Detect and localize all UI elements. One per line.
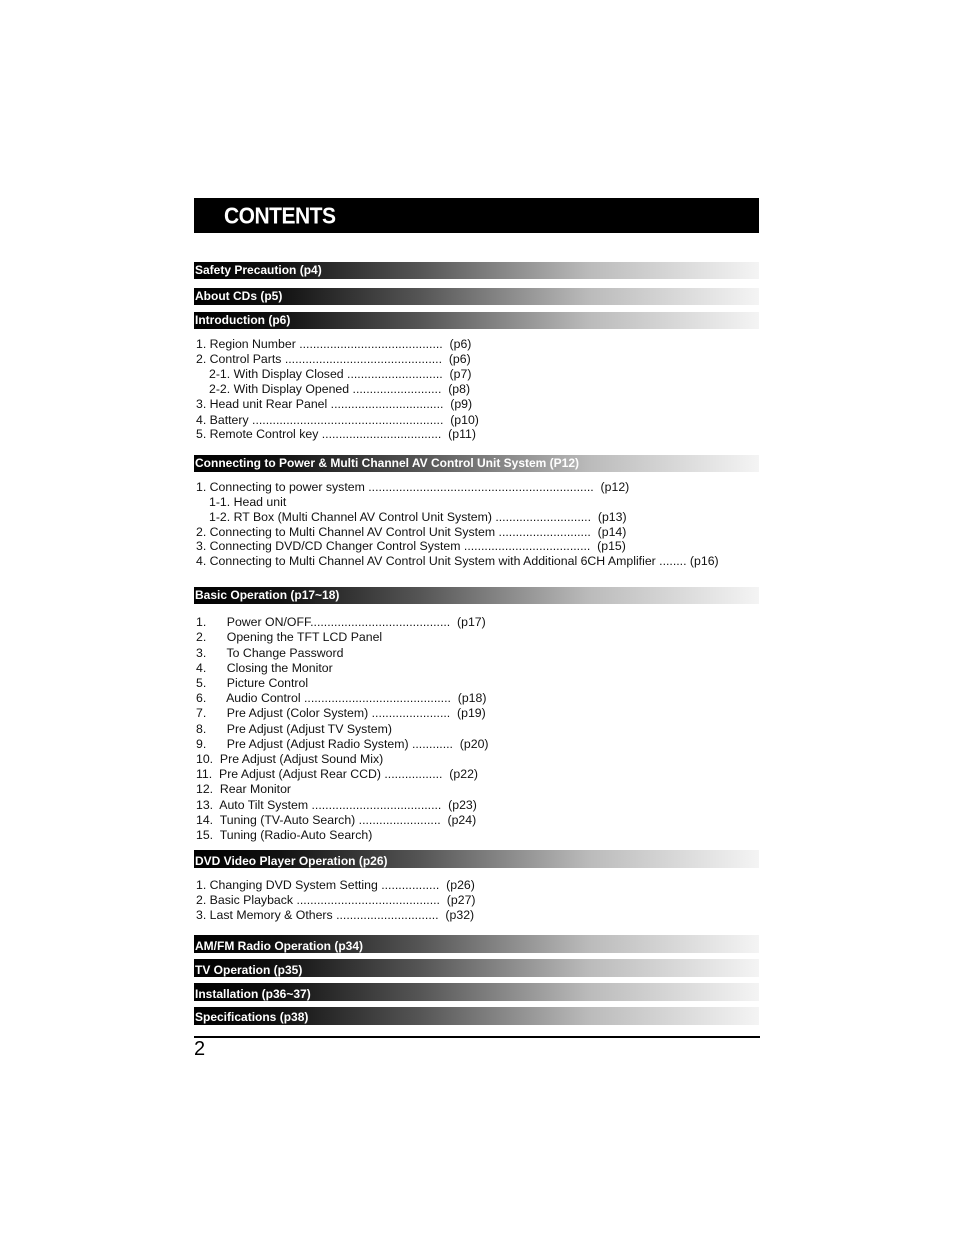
toc-item-radio-search[interactable]: 15. Tuning (Radio-Auto Search) (196, 828, 373, 842)
section-connecting-power[interactable] (194, 455, 759, 472)
toc-item-picture-control[interactable]: 5. Picture Control (196, 676, 309, 690)
section-installation[interactable] (194, 983, 759, 1001)
toc-item-basic-playback[interactable]: 2. Basic Playback .......................................... (p27) (196, 893, 476, 907)
section-label: TV Operation (p35) (195, 963, 303, 977)
section-label: Installation (p36~37) (195, 987, 311, 1001)
section-label: Specifications (p38) (195, 1010, 309, 1024)
toc-item-multi-channel[interactable]: 2. Connecting to Multi Channel AV Control Unit System ........................... (p14) (196, 525, 627, 539)
toc-item-audio-control[interactable]: 6. Audio Control ........................................... (p18) (196, 691, 487, 705)
toc-item-tv-search[interactable]: 14. Tuning (TV-Auto Search) ........................ (p24) (196, 813, 477, 827)
toc-item-remote-control[interactable]: 5. Remote Control key ................................... (p11) (196, 427, 476, 441)
toc-item-power-onoff[interactable]: 1. Power ON/OFF......................................... (p17) (196, 615, 486, 629)
toc-item-power-system[interactable]: 1. Connecting to power system .................................................................. (p12) (196, 480, 630, 494)
toc-item-6ch-amplifier[interactable]: 4. Connecting to Multi Channel AV Control Unit System with Additional 6CH Amplifier ........ (p16) (196, 554, 719, 568)
toc-item-display-closed[interactable]: 2-1. With Display Closed ............................ (p7) (209, 367, 472, 381)
section-basic-operation[interactable] (194, 587, 759, 604)
section-label: About CDs (p5) (195, 289, 283, 303)
toc-item-display-opened[interactable]: 2-2. With Display Opened .......................... (p8) (209, 382, 471, 396)
section-safety-precaution[interactable] (194, 262, 759, 279)
page-number: 2 (194, 1038, 206, 1060)
toc-item-sound-mix[interactable]: 10. Pre Adjust (Adjust Sound Mix) (196, 752, 384, 766)
toc-item-rear-panel[interactable]: 3. Head unit Rear Panel ................................. (p9) (196, 397, 473, 411)
toc-item-closing-monitor[interactable]: 4. Closing the Monitor (196, 661, 333, 675)
toc-item-tft-panel[interactable]: 2. Opening the TFT LCD Panel (196, 630, 383, 644)
toc-item-last-memory[interactable]: 3. Last Memory & Others .............................. (p32) (196, 908, 475, 922)
section-label: Introduction (p6) (195, 313, 291, 327)
section-label: AM/FM Radio Operation (p34) (195, 939, 363, 953)
toc-item-rear-monitor[interactable]: 12. Rear Monitor (196, 782, 292, 796)
toc-item-battery[interactable]: 4. Battery ........................................................ (p10) (196, 413, 479, 427)
section-label: Connecting to Power & Multi Channel AV Control Unit System (P12) (195, 456, 580, 470)
contents-title-bar (194, 198, 759, 233)
toc-item-radio-system[interactable]: 9. Pre Adjust (Adjust Radio System) ............ (p20) (196, 737, 489, 751)
toc-item-rear-ccd[interactable]: 11. Pre Adjust (Adjust Rear CCD) ................. (p22) (196, 767, 479, 781)
toc-item-control-parts[interactable]: 2. Control Parts .............................................. (p6) (196, 352, 471, 366)
toc-item-rt-box[interactable]: 1-2. RT Box (Multi Channel AV Control Unit System) ............................ (p13) (209, 510, 627, 524)
toc-item-tv-system[interactable]: 8. Pre Adjust (Adjust TV System) (196, 722, 392, 736)
toc-item-password[interactable]: 3. To Change Password (196, 646, 344, 660)
toc-item-head-unit[interactable]: 1-1. Head unit (209, 495, 287, 509)
toc-item-region-number[interactable]: 1. Region Number .......................................... (p6) (196, 337, 472, 351)
section-introduction[interactable] (194, 312, 759, 329)
section-tv-operation[interactable] (194, 959, 759, 977)
section-label: DVD Video Player Operation (p26) (195, 854, 388, 868)
toc-item-color-system[interactable]: 7. Pre Adjust (Color System) ....................... (p19) (196, 706, 486, 720)
toc-item-auto-tilt[interactable]: 13. Auto Tilt System ...................................... (p23) (196, 798, 477, 812)
section-dvd-operation[interactable] (194, 850, 759, 868)
toc-item-dvd-setting[interactable]: 1. Changing DVD System Setting ................. (p26) (196, 878, 475, 892)
footer-divider (194, 1036, 760, 1038)
section-radio-operation[interactable] (194, 935, 759, 953)
section-about-cds[interactable] (194, 288, 759, 305)
section-specifications[interactable] (194, 1007, 759, 1025)
toc-item-dvd-changer[interactable]: 3. Connecting DVD/CD Changer Control System ..................................... (p15) (196, 539, 626, 553)
section-label: Safety Precaution (p4) (195, 263, 322, 277)
page-title: CONTENTS (224, 204, 336, 229)
section-label: Basic Operation (p17~18) (195, 588, 340, 602)
